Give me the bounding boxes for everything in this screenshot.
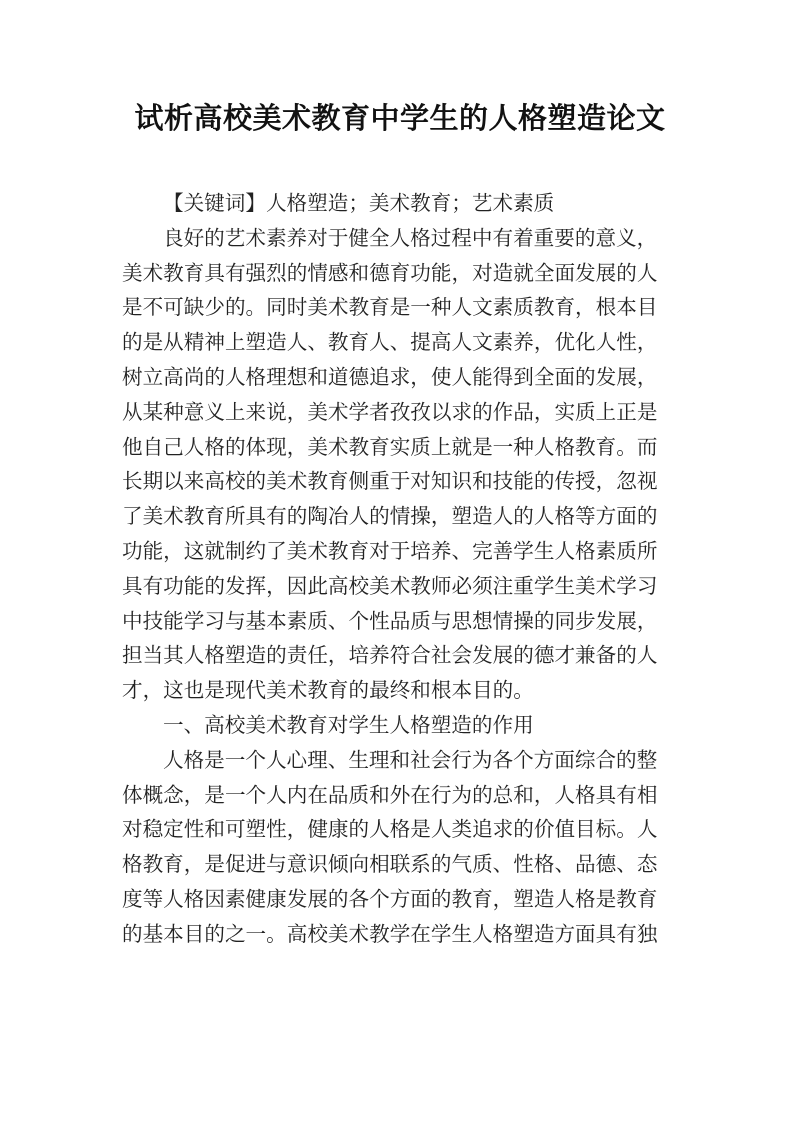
document-title: 试析高校美术教育中学生的人格塑造论文 xyxy=(134,101,666,135)
text-line: 的基本目的之一。高校美术教学在学生人格塑造方面具有独 xyxy=(122,921,658,946)
text-line: 对稳定性和可塑性，健康的人格是人类追求的价值目标。人 xyxy=(122,817,658,842)
text-line: 度等人格因素健康发展的各个方面的教育，塑造人格是教育 xyxy=(122,886,658,911)
text-line: 一、高校美术教育对学生人格塑造的作用 xyxy=(163,712,534,737)
text-line: 了美术教育所具有的陶冶人的情操，塑造人的人格等方面的 xyxy=(122,504,658,529)
text-line: 体概念，是一个人内在品质和外在行为的总和，人格具有相 xyxy=(122,782,658,807)
text-line: 具有功能的发挥，因此高校美术教师必须注重学生美术学习 xyxy=(122,573,658,598)
text-line: 功能，这就制约了美术教育对于培养、完善学生人格素质所 xyxy=(122,538,658,563)
text-line: 他自己人格的体现，美术教育实质上就是一种人格教育。而 xyxy=(122,434,658,459)
text-line: 从某种意义上来说，美术学者孜孜以求的作品，实质上正是 xyxy=(122,399,658,424)
text-line: 担当其人格塑造的责任，培养符合社会发展的德才兼备的人 xyxy=(122,643,658,668)
text-line: 格教育，是促进与意识倾向相联系的气质、性格、品德、态 xyxy=(122,852,658,877)
document-body xyxy=(122,186,682,952)
text-line: 的是从精神上塑造人、教育人、提高人文素养，优化人性， xyxy=(122,330,658,355)
text-line: 【关键词】人格塑造；美术教育；艺术素质 xyxy=(163,191,555,215)
text-line: 人格是一个人心理、生理和社会行为各个方面综合的整 xyxy=(163,747,658,772)
text-line: 树立高尚的人格理想和道德追求，使人能得到全面的发展， xyxy=(122,364,658,389)
text-line: 良好的艺术素养对于健全人格过程中有着重要的意义， xyxy=(163,225,658,250)
text-line: 长期以来高校的美术教育侧重于对知识和技能的传授，忽视 xyxy=(122,469,658,494)
text-line: 中技能学习与基本素质、个性品质与思想情操的同步发展， xyxy=(122,608,658,633)
text-line: 才，这也是现代美术教育的最终和根本目的。 xyxy=(122,678,534,703)
text-line: 美术教育具有强烈的情感和德育功能，对造就全面发展的人 xyxy=(122,260,658,285)
text-line: 是不可缺少的。同时美术教育是一种人文素质教育，根本目 xyxy=(122,295,658,320)
